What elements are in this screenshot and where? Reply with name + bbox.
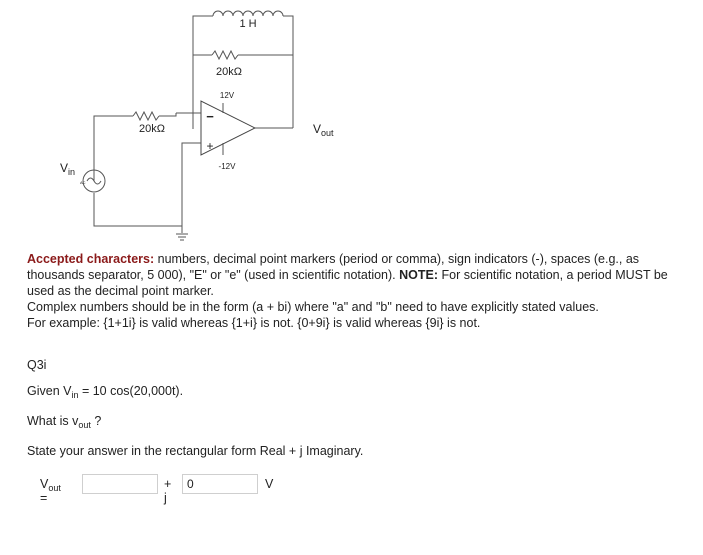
imaginary-prefix: + j [164,477,172,505]
noninverting-input-sign: + [206,139,214,153]
instructions-block [27,251,692,331]
inductor-label: 1 H [239,18,257,30]
inverting-input-sign: − [206,109,214,124]
vin-label: $V_{in}$ [60,161,76,177]
question-text: What is $v_{out}$ ? [27,414,102,430]
form-instruction: State your answer in the rectangular form Real + j Imaginary. [27,444,364,458]
input-resistor [133,112,159,120]
vout-label: $V_{out}$ [313,122,334,138]
feedback-resistor-label: 20kΩ [216,66,242,78]
imaginary-part-input[interactable] [182,474,258,494]
circuit-diagram [0,0,703,250]
question-id: Q3i [27,358,47,372]
given-text: Given $V_{in} = 10$ cos(20,000t). [27,384,184,400]
accepted-characters-paragraph [27,251,692,299]
example-text: For example: {1+1i} is valid whereas {1+i} is not. {0+9i} is valid whereas {9i} is not. [27,316,481,330]
positive-supply-label: 12V [219,91,235,100]
negative-supply-label: -12V [218,162,236,171]
source-tag: AC [80,180,86,185]
vout-answer-label: $V_{out}$ = [40,477,61,505]
accepted-label: Accepted characters: [27,252,155,266]
feedback-resistor [212,51,238,59]
accepted-text: numbers, decimal point markers (period or comma), sign indicators (-), spaces (e.g., as thousands separator, 5 000), "E" or "e" (used in scientific notation). [27,252,640,282]
unit-label: V [265,477,274,491]
input-resistor-label: 20kΩ [139,123,165,135]
inductor [213,11,283,16]
note-text: For scientific notation, a period MUST be used as the decimal point marker. [27,268,668,298]
complex-format-text: Complex numbers should be in the form (a + bi) where "a" and "b" need to have explicitly stated values. [27,300,599,314]
note-label: NOTE: [399,268,439,282]
real-part-input[interactable] [82,474,158,494]
